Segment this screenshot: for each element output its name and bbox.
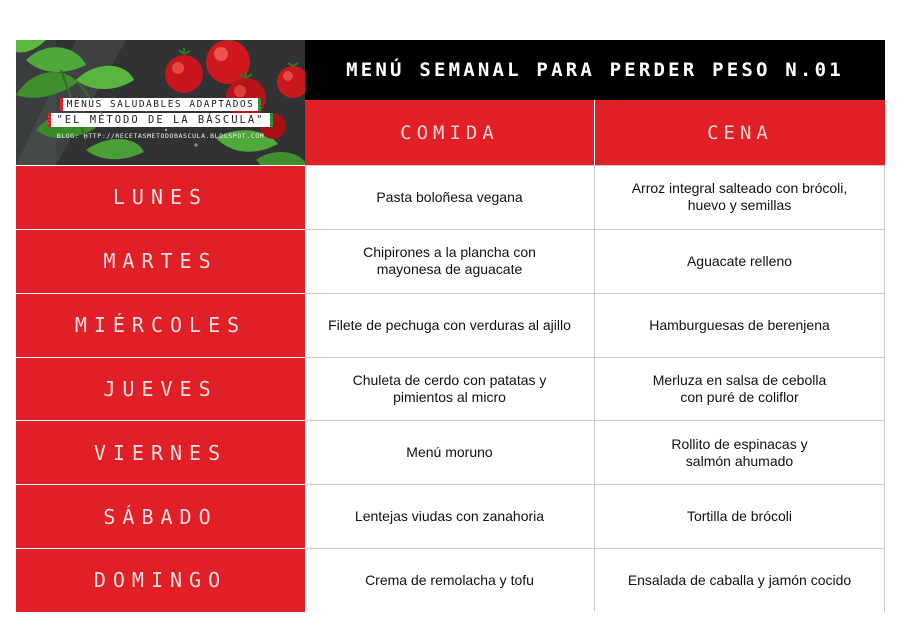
weekly-menu-table — [16, 40, 885, 612]
page-title: MENÚ SEMANAL PARA PERDER PESO N.01 — [305, 40, 885, 100]
lunch-cell: Chuleta de cerdo con patatas y pimientos al micro — [305, 357, 595, 421]
hero-blog-url: BLOG: HTTP://RECETASMETODOBASCULA.BLOGSPOT.COM — [56, 132, 265, 140]
day-label: MIÉRCOLES — [16, 293, 305, 357]
column-header-lunch: COMIDA — [305, 100, 595, 165]
day-label: VIERNES — [16, 420, 305, 484]
dinner-cell: Merluza en salsa de cebolla con puré de coliflor — [595, 357, 885, 421]
dinner-cell: Tortilla de brócoli — [595, 484, 885, 548]
dinner-cell: Ensalada de caballa y jamón cocido — [595, 548, 885, 612]
lunch-cell: Chipirones a la plancha con mayonesa de aguacate — [305, 229, 595, 293]
hero-method-name: "EL MÉTODO DE LA BÁSCULA" — [48, 113, 272, 127]
dinner-cell: Arroz integral salteado con brócoli, huevo y semillas — [595, 165, 885, 229]
day-label: LUNES — [16, 165, 305, 229]
lunch-cell: Filete de pechuga con verduras al ajillo — [305, 293, 595, 357]
day-label: DOMINGO — [16, 548, 305, 612]
lunch-cell: Lentejas viudas con zanahoria — [305, 484, 595, 548]
lunch-cell: Pasta boloñesa vegana — [305, 165, 595, 229]
column-header-dinner: CENA — [595, 100, 885, 165]
dinner-cell: Rollito de espinacas y salmón ahumado — [595, 420, 885, 484]
hero-image — [16, 40, 305, 165]
day-label: MARTES — [16, 229, 305, 293]
dinner-cell: Aguacate relleno — [595, 229, 885, 293]
day-label: SÁBADO — [16, 484, 305, 548]
lunch-cell: Crema de remolacha y tofu — [305, 548, 595, 612]
dinner-cell: Hamburguesas de berenjena — [595, 293, 885, 357]
hero-subtitle: MENÚS SALUDABLES ADAPTADOS — [60, 98, 262, 111]
day-label: JUEVES — [16, 357, 305, 421]
lunch-cell: Menú moruno — [305, 420, 595, 484]
